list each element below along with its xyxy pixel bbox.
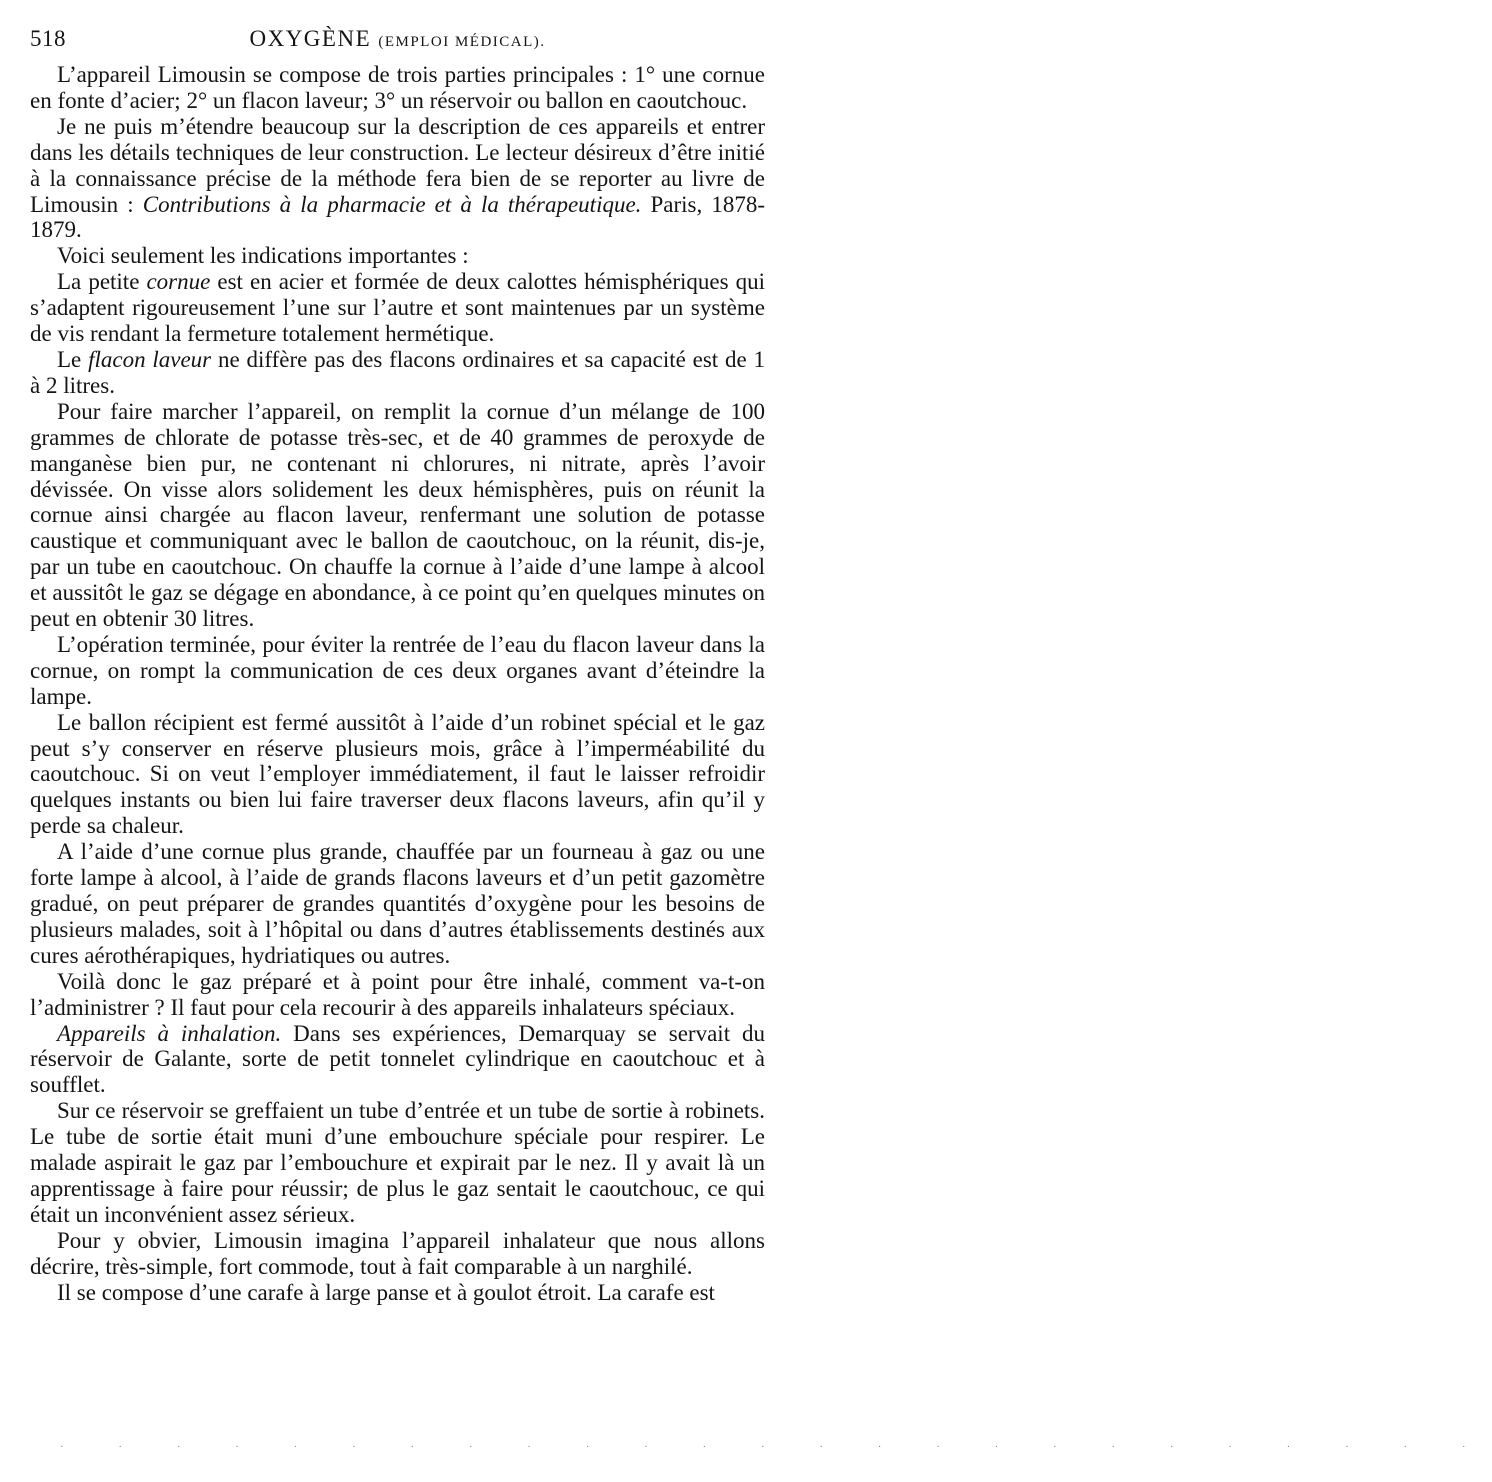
running-head-subtitle: (EMPLOI MÉDICAL). xyxy=(378,34,546,50)
text-run: Sur ce réservoir se greffaient un tube d’entrée et un tube de sortie à robinets. Le tube de sortie était muni d’une embouchure spéciale pour respirer. Le malade aspirait le gaz par l’embouchure et expirait par le nez. Il y avait là un apprentissage à faire pour réussir; de plus le gaz sentait le caoutchouc, ce qui était un inconvénient assez sérieux. xyxy=(30,1098,765,1227)
text-run: Pour y obvier, Limousin imagina l’appareil inhalateur que nous allons décrire, très-simple, fort commode, tout à fait comparable à un narghilé. xyxy=(30,1227,765,1279)
text-run: Il se compose d’une carafe à large panse et à goulot étroit. La carafe est xyxy=(57,1279,715,1305)
paragraph xyxy=(30,1228,765,1280)
paragraph xyxy=(30,114,765,244)
text-run: L’appareil Limousin se compose de trois parties principales : 1° une cornue en fonte d’acier; 2° un flacon laveur; 3° un réservoir ou ballon en caoutchouc. xyxy=(30,62,765,113)
italic-text: Contributions à la pharmacie et à la thérapeutique. xyxy=(142,191,642,217)
text-run: Voilà donc le gaz préparé et à point pour être inhalé, comment va-t-on l’administrer ? Il faut pour cela recourir à des appareils inhalateurs spéciaux. xyxy=(30,968,765,1020)
text-run: Pour faire marcher l’appareil, on remplit la cornue d’un mélange de 100 grammes de chlorate de potasse très-sec, et de 40 grammes de peroxyde de manganèse bien pur, ne contenant ni chlorures, ni nitrate, après l’avoir dévissée. On visse alors solidement les deux hémisphères, puis on réunit la cornue ainsi chargée au flacon laveur, renfermant une solution de potasse caustique et communiquant avec le ballon de caoutchouc, on la réunit, dis-je, par un tube en caoutchouc. On chauffe la cornue à l’aide d’une lampe à alcool et aussitôt le gaz se dégage en abondance, à ce point qu’en quelques minutes on peut en obtenir 30 litres. xyxy=(30,398,765,632)
paragraph xyxy=(30,269,765,347)
paragraph xyxy=(30,399,765,632)
text-run: A l’aide d’une cornue plus grande, chauffée par un fourneau à gaz ou une forte lampe à alcool, à l’aide de grands flacons laveurs et d’un petit gazomètre gradué, on peut préparer de grandes quantités d’oxygène pour les besoins de plusieurs malades, soit à l’hôpital ou dans d’autres établissements destinés aux cures aérothérapiques, hydriatiques ou autres. xyxy=(30,839,765,968)
text-run: est en acier et formée de deux calottes hémisphériques qui s’adaptent rigoureusement l’une sur l’autre et sont maintenues par un système de vis rendant la fermeture totalement hermétique. xyxy=(30,269,765,347)
paragraph xyxy=(30,710,765,840)
print-artifact-dots: · · · · · · · · · · · · · · · · · · · · · · · · · xyxy=(60,1441,1492,1453)
running-head xyxy=(30,26,765,52)
paragraph xyxy=(30,243,765,269)
paragraph xyxy=(30,632,765,710)
text-run: Paris, 1878-1879. xyxy=(30,191,766,243)
paragraph xyxy=(30,969,765,1021)
paragraph xyxy=(30,1098,765,1228)
paragraph xyxy=(30,1280,765,1306)
italic-text: cornue xyxy=(146,269,211,295)
italic-text: flacon laveur xyxy=(88,346,212,372)
book-page xyxy=(30,26,765,1306)
paragraph xyxy=(30,347,765,399)
text-run: ne diffère pas des flacons ordinaires et sa capacité est de 1 à 2 litres. xyxy=(30,346,765,398)
text-run: Le xyxy=(57,346,89,372)
text-run: Dans ses expériences, Demarquay se servait du réservoir de Galante, sorte de petit tonnelet cylindrique en caoutchouc et à soufflet. xyxy=(30,1020,765,1098)
italic-text: Appareils à inhalation. xyxy=(57,1020,282,1046)
page-header xyxy=(30,26,765,62)
text-run: L’opération terminée, pour éviter la rentrée de l’eau du flacon laveur dans la cornue, on rompt la communication de ces deux organes avant d’éteindre la lampe. xyxy=(30,631,765,709)
text-run: Le ballon récipient est fermé aussitôt à l’aide d’un robinet spécial et le gaz peut s’y conserver en réserve plusieurs mois, grâce à l’imperméabilité du caoutchouc. Si on veut l’employer immédiatement, il faut le laisser refroidir quelques instants ou bien lui faire traverser deux flacons laveurs, afin qu’il y perde sa chaleur. xyxy=(30,709,765,839)
running-head-title: OXYGÈNE xyxy=(249,26,372,51)
body-text xyxy=(30,62,765,1306)
text-run: La petite xyxy=(57,269,147,295)
text-run: Je ne puis m’étendre beaucoup sur la description de ces appareils et entrer dans les détails techniques de leur construction. Le lecteur désireux d’être initié à la connaissance précise de la méthode fera bien de se reporter au livre de Limousin : xyxy=(30,113,765,217)
paragraph xyxy=(30,62,765,114)
page-number: 518 xyxy=(30,26,66,51)
paragraph xyxy=(30,1021,765,1099)
paragraph xyxy=(30,839,765,969)
text-run: Voici seulement les indications importantes : xyxy=(57,243,469,269)
